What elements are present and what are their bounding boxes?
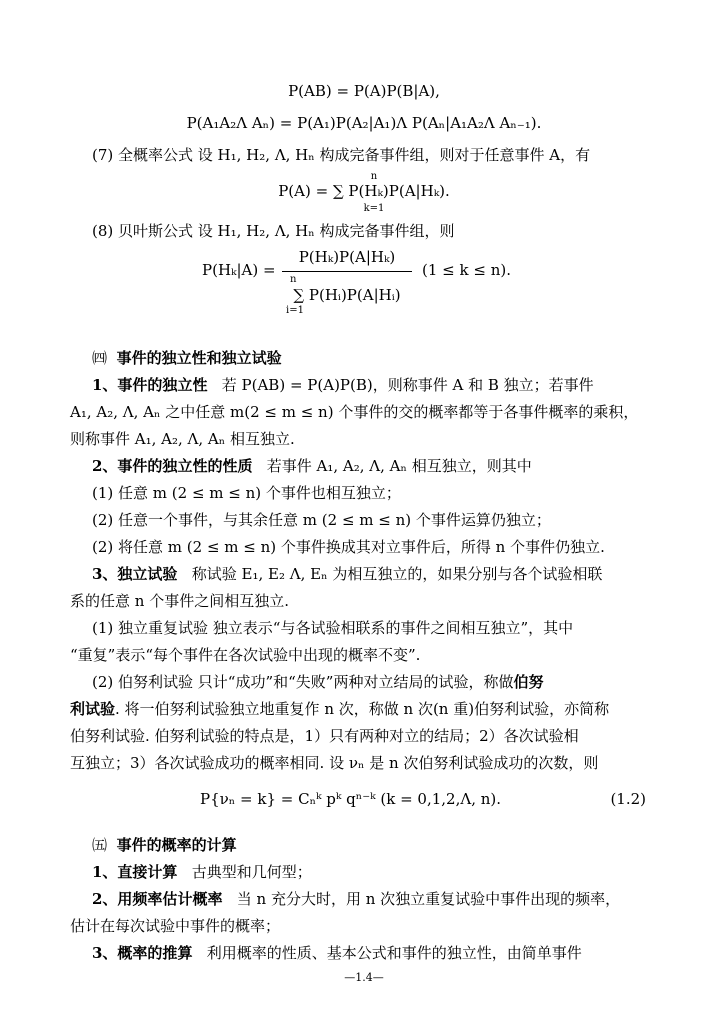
bernoulli-line4: 互独立；3）各次试验成功的概率相同. 设 νₙ 是 n 次伯努利试验成功的次数，则: [70, 754, 599, 772]
section-4-title: 事件的独立性和独立试验: [116, 349, 282, 367]
calc-item-1-text: 古典型和几何型；: [191, 863, 312, 881]
section-4-number: ㈣: [92, 349, 108, 367]
bayes-condition: (1 ≤ k ≤ n).: [422, 261, 511, 279]
term-independent-trials: 3、独立试验: [92, 565, 178, 583]
independence-definition-line3: 则称事件 A₁, A₂, Λ, Aₙ 相互独立.: [70, 430, 295, 448]
formula-multiplication-rule-n: P(A₁A₂Λ Aₙ) = P(A₁)P(A₂|A₁)Λ P(Aₙ|A₁A₂Λ Aₙ₋₁).: [186, 114, 542, 132]
independence-definition-line2: A₁, A₂, Λ, Aₙ 之中任意 m(2 ≤ m ≤ n) 个事件的交的概率都等于各事件概率的乘积，: [70, 403, 639, 421]
bernoulli-line3: 伯努利试验. 伯努利试验的特点是，1）只有两种对立的结局；2）各次试验相: [70, 727, 579, 745]
term-frequency-estimate: 2、用频率估计概率: [92, 890, 223, 908]
bernoulli-line1-text: (2) 伯努利试验 只计“成功”和“失败”两种对立结局的试验，称做: [92, 673, 514, 691]
bayes-denominator: ∑ P(Hᵢ)P(A|Hᵢ): [293, 286, 401, 304]
independence-properties-line: [92, 459, 532, 474]
independence-definition-text: 若 P(AB) = P(A)P(B)，则称事件 A 和 B 独立；若事件: [221, 376, 594, 394]
calc-item-2: [92, 892, 620, 907]
page-number: —1.4—: [344, 971, 384, 984]
independence-definition-line1: [92, 378, 594, 393]
formula-bernoulli: P{νₙ = k} = Cₙᵏ pᵏ qⁿ⁻ᵏ (k = 0,1,2,Λ, n).: [200, 790, 502, 808]
bayes-sum-lower: i=1: [286, 305, 304, 316]
term-direct-calculation: 1、直接计算: [92, 863, 178, 881]
formula-total-probability: P(A) = ∑ P(Hₖ)P(A|Hₖ).: [278, 182, 450, 200]
bayes-lhs: P(Hₖ|A) =: [202, 261, 276, 279]
property-item-3: (2) 将任意 m (2 ≤ m ≤ n) 个事件换成其对立事件后，所得 n 个事件仍独立.: [92, 538, 605, 556]
section-4-heading: [92, 351, 282, 366]
calc-item-1: [92, 865, 312, 880]
formula-multiplication-rule: P(AB) = P(A)P(B|A),: [288, 82, 440, 100]
section-5-heading: [92, 838, 237, 853]
independent-trials-line1: [92, 567, 602, 582]
property-item-2: (2) 任意一个事件，与其余任意 m (2 ≤ m ≤ n) 个事件运算仍独立；: [92, 511, 551, 529]
section-5-number: ㈤: [92, 836, 108, 854]
repeated-trials-line1: (1) 独立重复试验 独立表示“与各试验相联系的事件之间相互独立”，其中: [92, 619, 574, 637]
term-independence-properties: 2、事件的独立性的性质: [92, 457, 253, 475]
bernoulli-line1: [92, 675, 543, 690]
term-bernoulli-b: 利试验: [70, 700, 116, 718]
calc-item-2-line2: 估计在每次试验中事件的概率；: [70, 917, 281, 935]
independent-trials-text: 称试验 E₁, E₂ Λ, Eₙ 为相互独立的，如果分别与各个试验相联: [191, 565, 603, 583]
independence-properties-text: 若事件 A₁, A₂, Λ, Aₙ 相互独立，则其中: [266, 457, 532, 475]
bayes-item: (8) 贝叶斯公式 设 H₁, H₂, Λ, Hₙ 构成完备事件组，则: [92, 222, 455, 240]
calc-item-3: [92, 946, 582, 961]
repeated-trials-line2: “重复”表示“每个事件在各次试验中出现的概率不变”.: [70, 646, 421, 664]
independent-trials-line2: 系的任意 n 个事件之间相互独立.: [70, 592, 289, 610]
property-item-1: (1) 任意 m (2 ≤ m ≤ n) 个事件也相互独立；: [92, 484, 401, 502]
bayes-sum-upper: n: [290, 274, 297, 285]
bernoulli-line2-text: . 将一伯努利试验独立地重复作 n 次，称做 n 次(n 重)伯努利试验，亦简称: [115, 700, 610, 718]
bayes-fraction-bar: [282, 271, 412, 272]
term-event-independence: 1、事件的独立性: [92, 376, 208, 394]
total-probability-sum-lower: k=1: [363, 203, 385, 214]
total-probability-item: (7) 全概率公式 设 H₁, H₂, Λ, Hₙ 构成完备事件组，则对于任意事件 A，有: [92, 146, 591, 164]
bayes-numerator: P(Hₖ)P(A|Hₖ): [298, 248, 396, 266]
term-probability-inference: 3、概率的推算: [92, 944, 193, 962]
calc-item-2-text: 当 n 充分大时，用 n 次独立重复试验中事件出现的频率，: [236, 890, 621, 908]
calc-item-3-text: 利用概率的性质、基本公式和事件的独立性，由简单事件: [206, 944, 582, 962]
section-5-title: 事件的概率的计算: [116, 836, 237, 854]
term-bernoulli-a: 伯努: [513, 673, 544, 691]
bernoulli-line2: [70, 702, 609, 717]
equation-number: (1.2): [610, 790, 646, 808]
total-probability-sum-upper: n: [370, 171, 378, 182]
